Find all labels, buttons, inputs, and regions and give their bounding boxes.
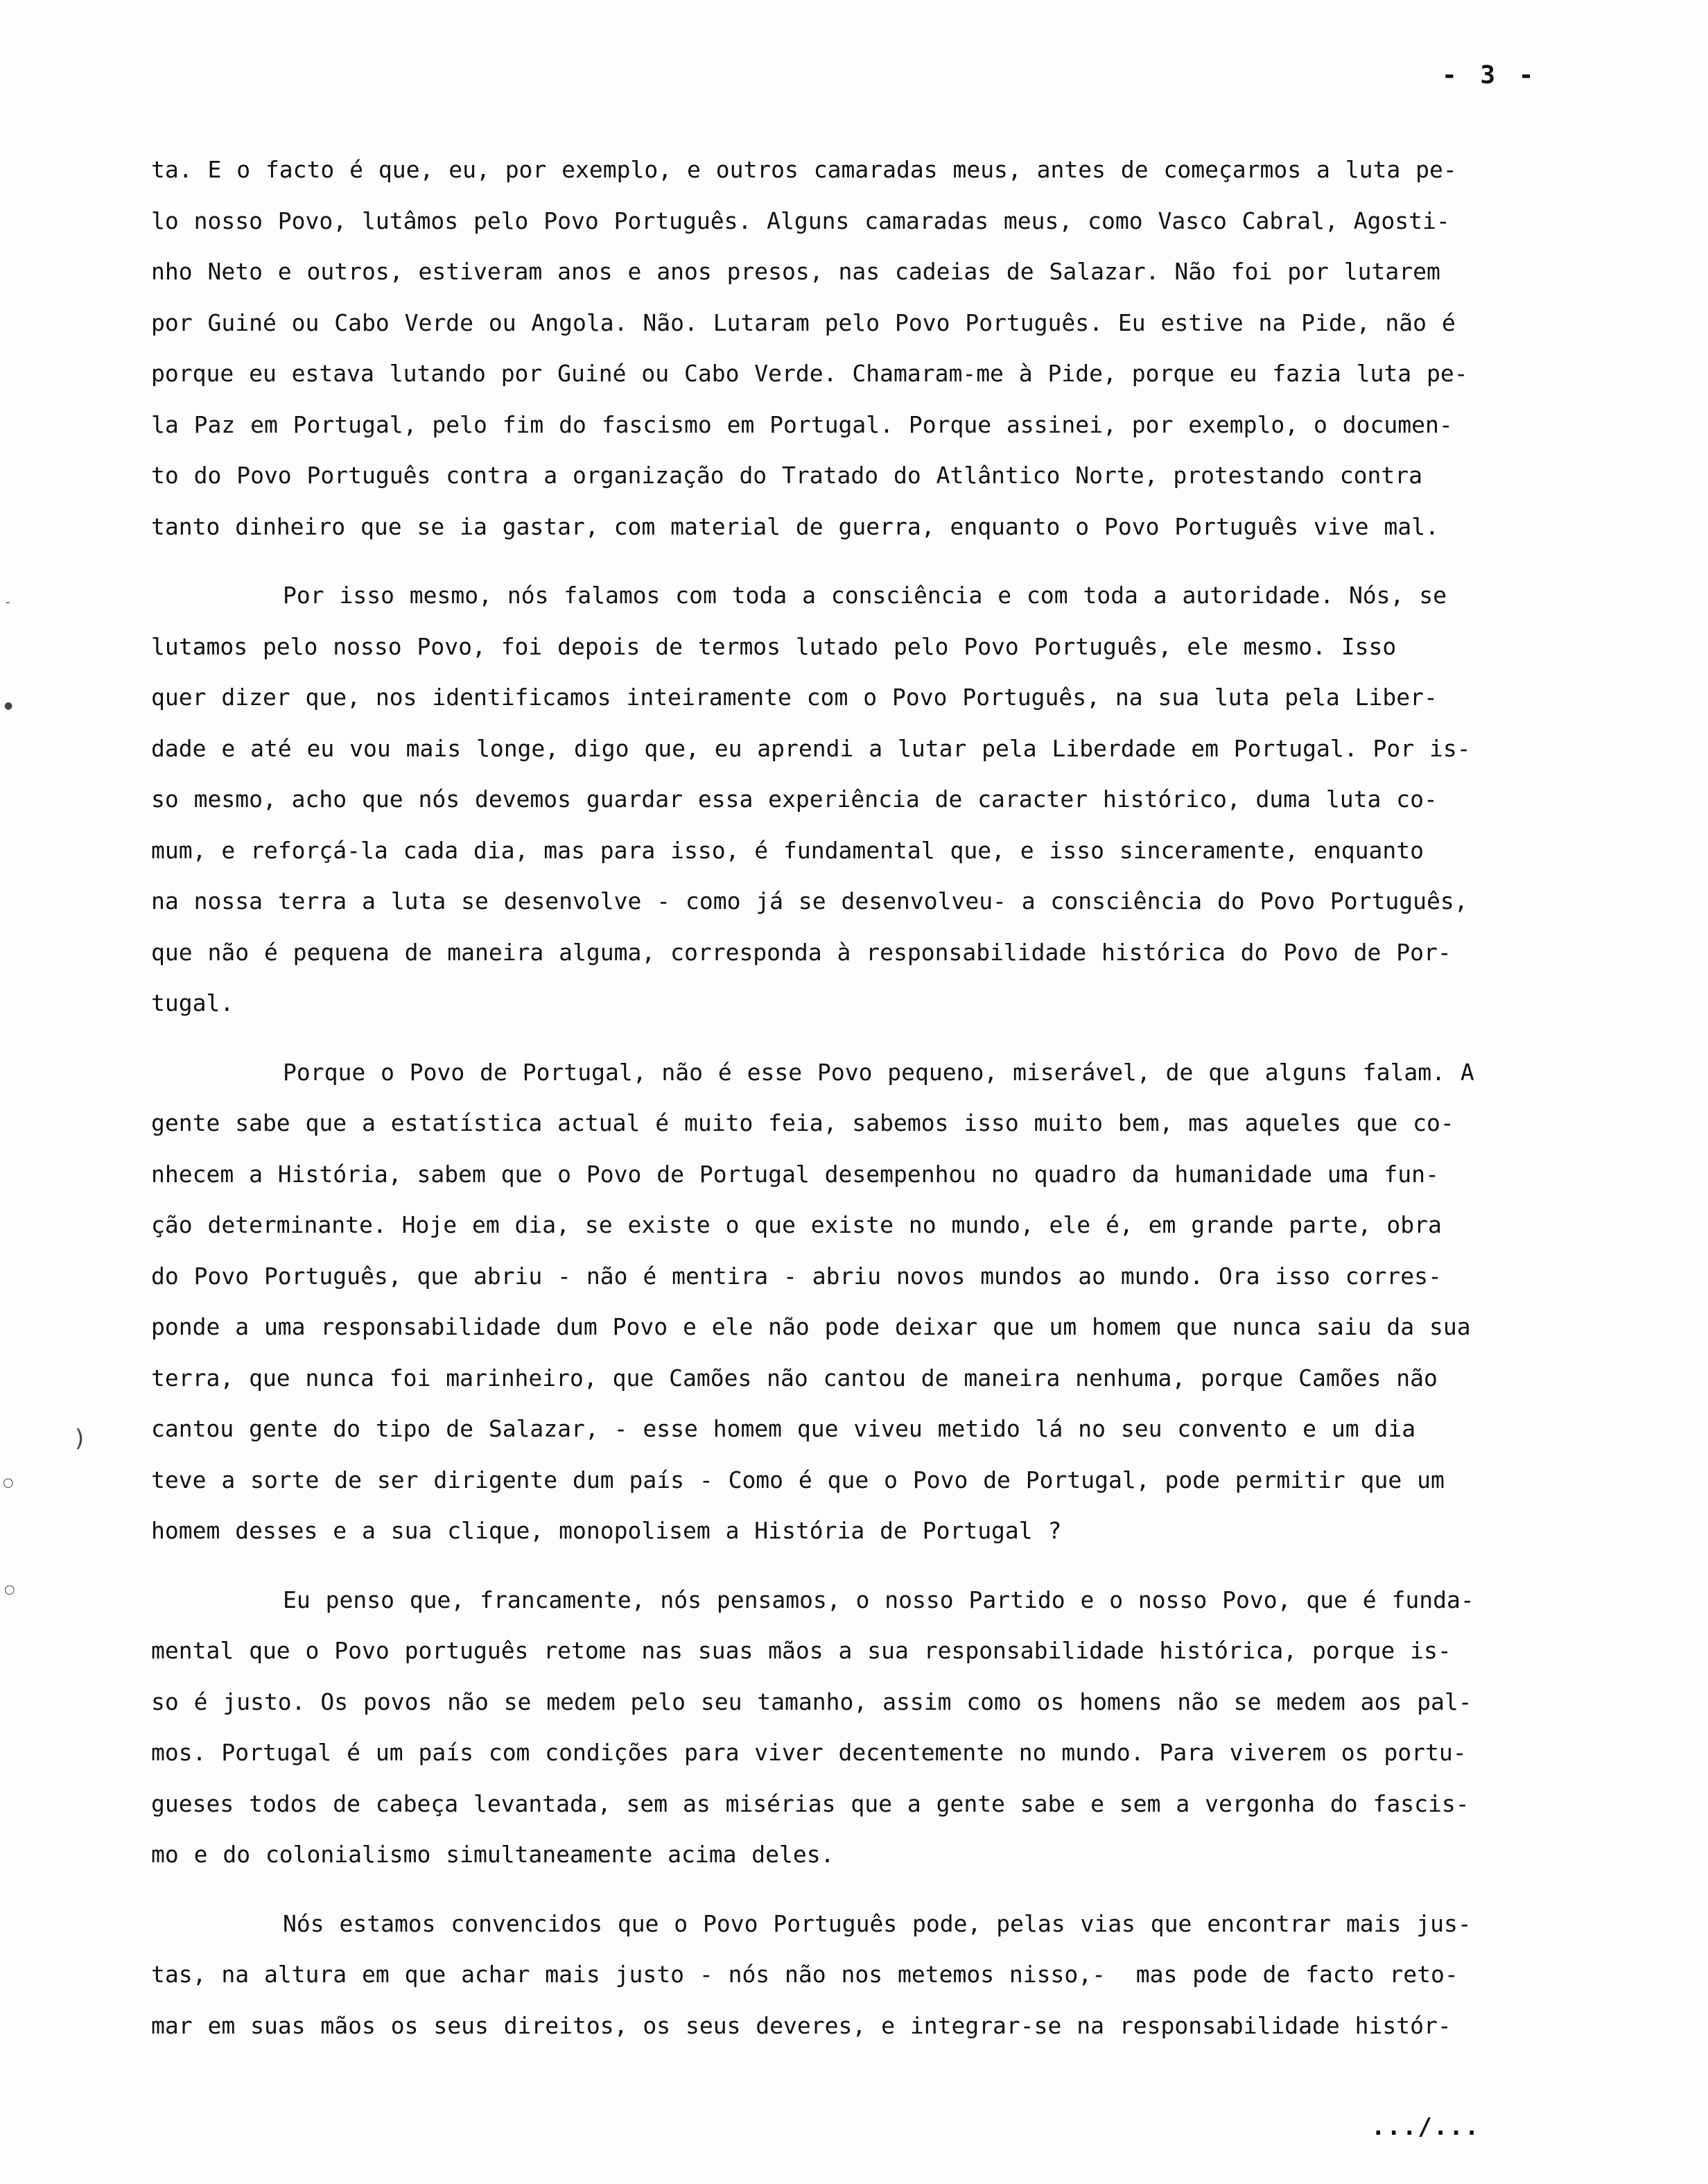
document-body <box>151 144 1676 2051</box>
text-line: so mesmo, acho que nós devemos guardar essa experiência de caracter histórico, duma luta co- <box>151 786 1438 813</box>
text-line: tas, na altura em que achar mais justo - nós não nos metemos nisso,- mas pode de facto reto- <box>151 1961 1458 1988</box>
text-line: homem desses e a sua clique, monopolisem a História de Portugal ? <box>151 1517 1062 1544</box>
text-line: teve a sorte de ser dirigente dum país - Como é que o Povo de Portugal, pode permitir que um <box>151 1466 1445 1493</box>
margin-mark-dash: - <box>6 595 10 609</box>
text-line: porque eu estava lutando por Guiné ou Cabo Verde. Chamaram-me à Pide, porque eu fazia luta pe- <box>151 360 1468 387</box>
text-line: por Guiné ou Cabo Verde ou Angola. Não. Lutaram pelo Povo Português. Eu estive na Pide, não é <box>151 309 1456 336</box>
text-line: to do Povo Português contra a organização do Tratado do Atlântico Norte, protestando contra <box>151 462 1422 489</box>
text-line: lutamos pelo nosso Povo, foi depois de termos lutado pelo Povo Português, ele mesmo. Isso <box>151 632 1397 660</box>
text-line: so é justo. Os povos não se medem pelo seu tamanho, assim como os homens não se medem aos pal- <box>151 1688 1472 1715</box>
page-number: - 3 - <box>1442 61 1538 89</box>
text-line: tanto dinheiro que se ia gastar, com material de guerra, enquanto o Povo Português vive mal. <box>151 512 1439 540</box>
continuation-mark: .../... <box>1371 2113 1481 2141</box>
text-line: Por isso mesmo, nós falamos com toda a consciência e com toda a autoridade. Nós, se <box>283 582 1447 609</box>
text-line: que não é pequena de maneira alguma, corresponda à responsabilidade histórica do Povo de Por- <box>151 938 1452 966</box>
margin-mark-dot: ● <box>4 700 13 711</box>
text-line: quer dizer que, nos identificamos inteiramente com o Povo Português, na sua luta pela Liber- <box>151 684 1438 711</box>
margin-mark-circle-2: ○ <box>4 1582 15 1597</box>
paragraph-2 <box>151 570 1676 1029</box>
text-line: dade e até eu vou mais longe, digo que, eu aprendi a lutar pela Liberdade em Portugal. Por is- <box>151 734 1471 762</box>
margin-mark-circle-1: ○ <box>3 1475 14 1490</box>
text-line: nho Neto e outros, estiveram anos e anos presos, nas cadeias de Salazar. Não foi por lutarem <box>151 258 1440 285</box>
paragraph-4 <box>151 1575 1676 1880</box>
text-line: na nossa terra a luta se desenvolve - como já se desenvolveu- a consciência do Povo Português, <box>151 887 1468 915</box>
text-line: Porque o Povo de Portugal, não é esse Povo pequeno, miserável, de que alguns falam. A <box>283 1058 1474 1086</box>
text-line: mental que o Povo português retome nas suas mãos a sua responsabilidade histórica, porque is- <box>151 1637 1452 1664</box>
text-line: ção determinante. Hoje em dia, se existe o que existe no mundo, ele é, em grande parte, obra <box>151 1211 1442 1238</box>
text-line: cantou gente do tipo de Salazar, - esse homem que viveu metido lá no seu convento e um dia <box>151 1415 1416 1442</box>
text-line: terra, que nunca foi marinheiro, que Camões não cantou de maneira nenhuma, porque Camões não <box>151 1364 1438 1392</box>
text-line: gueses todos de cabeça levantada, sem as misérias que a gente sabe e sem a vergonha do fascis- <box>151 1789 1470 1817</box>
text-line: mos. Portugal é um país com condições para viver decentemente no mundo. Para viverem os portu- <box>151 1739 1467 1766</box>
text-line: mar em suas mãos os seus direitos, os seus deveres, e integrar-se na responsabilidade histór- <box>151 2011 1452 2039</box>
text-line: nhecem a História, sabem que o Povo de Portugal desempenhou no quadro da humanidade uma fun- <box>151 1160 1439 1188</box>
paragraph-5 <box>151 1898 1676 2052</box>
margin-mark-paren: ) <box>75 1425 85 1453</box>
text-line: lo nosso Povo, lutâmos pelo Povo Português. Alguns camaradas meus, como Vasco Cabral, Agosti- <box>151 207 1450 234</box>
text-line: ponde a uma responsabilidade dum Povo e ele não pode deixar que um homem que nunca saiu da sua <box>151 1313 1471 1340</box>
paragraph-3 <box>151 1047 1676 1557</box>
text-line: ta. E o facto é que, eu, por exemplo, e outros camaradas meus, antes de começarmos a luta pe- <box>151 156 1457 183</box>
text-line: la Paz em Portugal, pelo fim do fascismo em Portugal. Porque assinei, por exemplo, o documen- <box>151 410 1453 438</box>
text-line: mo e do colonialismo simultaneamente acima deles. <box>151 1841 835 1868</box>
text-line: Eu penso que, francamente, nós pensamos, o nosso Partido e o nosso Povo, que é funda- <box>283 1586 1474 1613</box>
text-line: gente sabe que a estatística actual é muito feia, sabemos isso muito bem, mas aqueles que co- <box>151 1109 1454 1136</box>
paragraph-1 <box>151 144 1676 552</box>
text-line: Nós estamos convencidos que o Povo Português pode, pelas vias que encontrar mais jus- <box>283 1909 1472 1937</box>
text-line: do Povo Português, que abriu - não é mentira - abriu novos mundos ao mundo. Ora isso corres- <box>151 1262 1442 1290</box>
text-line: mum, e reforçá-la cada dia, mas para isso, é fundamental que, e isso sinceramente, enquanto <box>151 836 1424 864</box>
text-line: tugal. <box>151 989 234 1016</box>
